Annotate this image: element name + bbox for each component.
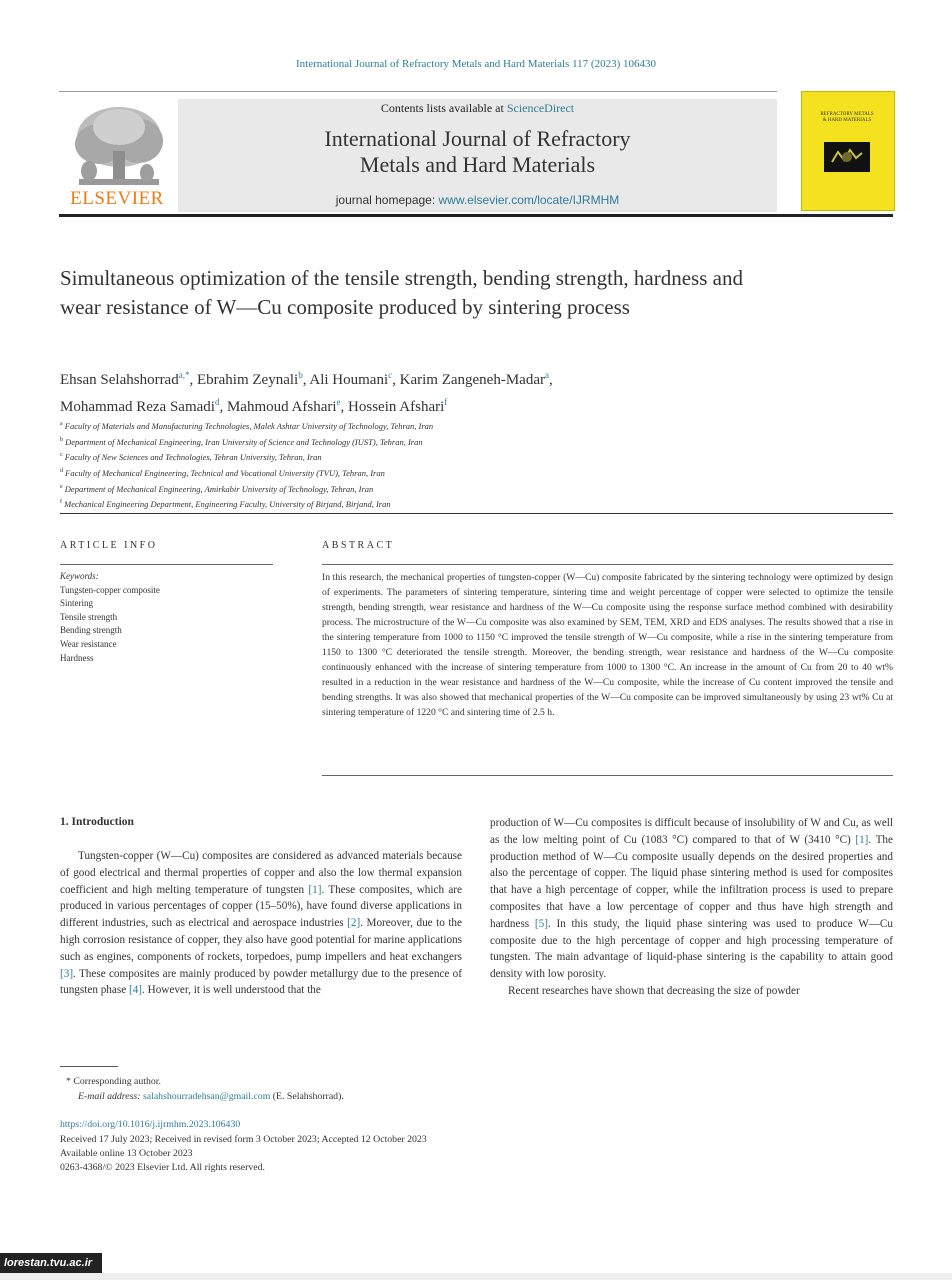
affiliation: $^c$ Faculty of New Sciences and Technologies, Tehran University, Tehran, Iran	[60, 452, 322, 463]
citation-link[interactable]: [1]	[855, 833, 869, 846]
cover-title	[806, 112, 888, 124]
header-thick-rule	[59, 214, 893, 217]
introduction-left-column	[60, 848, 462, 999]
keyword: Tungsten-copper composite	[60, 584, 160, 595]
homepage-prefix: journal homepage:	[335, 193, 439, 207]
abstract-heading: ABSTRACT	[322, 540, 395, 551]
paragraph: production of W—Cu composites is difficult because of insolubility of W and Cu, as well as the low melting point of Cu (1083 °C) compared to that of W (3410 °C) [1]. The production method of W—Cu composite usually depends on the desired properties and also the percentage of copper. The liquid phase sintering method is used for composites that have a high percentage of copper, while the infiltration process is used to prepare composites that have a low percentage of copper and thus have high strength and hardness [5]. In this study, the liquid phase sintering was used to produce W—Cu composite due to the high percentage of copper and high processing temperature of tungsten. The main advantage of liquid-phase sintering is the capability to attain good density with low porosity.	[490, 817, 893, 981]
keyword: Hardness	[60, 652, 94, 663]
introduction-right-column	[490, 815, 893, 1000]
abstract-bottom-rule	[322, 775, 893, 776]
affiliation: $^b$ Department of Mechanical Engineering, Iran University of Science and Technology (IUST), Tehran, Iran	[60, 436, 423, 447]
header-rule	[59, 91, 777, 92]
article-title: Simultaneous optimization of the tensile strength, bending strength, hardness and wear resistance of W—Cu composite produced by sintering process	[60, 266, 743, 319]
affiliation: $^a$ Faculty of Materials and Manufacturing Technologies, Malek Ashtar University of Technology, Tehran, Iran	[60, 420, 434, 431]
keywords-block	[60, 570, 270, 665]
author[interactable]: Ali Houmani$^c$	[309, 370, 393, 388]
journal-title-line2: Metals and Hard Materials	[359, 152, 596, 177]
cover-image	[824, 142, 870, 172]
email-note: E-mail address: salahshourradehsan@gmail.com (E. Selahshorrad).	[78, 1091, 344, 1102]
affiliation: $^d$ Faculty of Mechanical Engineering, Technical and Vocational University (TVU), Tehran, Iran	[60, 467, 385, 478]
affiliation: $^e$ Department of Mechanical Engineering, Amirkabir University of Technology, Tehran, Iran	[60, 483, 374, 494]
doi-link[interactable]: https://doi.org/10.1016/j.ijrmhm.2023.106430	[60, 1119, 241, 1130]
author[interactable]: Mahmoud Afshari$^e$	[226, 397, 341, 415]
article-info-rule	[60, 564, 273, 565]
keyword: Tensile strength	[60, 611, 118, 622]
author[interactable]: Mohammad Reza Samadi$^d$	[60, 397, 220, 415]
received-dates: Received 17 July 2023; Received in revised form 3 October 2023; Accepted 12 October 2023	[60, 1134, 427, 1145]
journal-title	[178, 126, 777, 178]
homepage-link[interactable]: www.elsevier.com/locate/IJRMHM	[438, 193, 620, 207]
author[interactable]: Karim Zangeneh-Madar$^a$	[399, 370, 549, 388]
corresponding-author-note: * Corresponding author.	[66, 1076, 161, 1087]
site-watermark: lorestan.tvu.ac.ir	[0, 1253, 102, 1273]
paragraph: Recent researches have shown that decreasing the size of powder	[508, 984, 800, 997]
cover-title-line1: REFRACTORY METALS	[820, 112, 874, 117]
keyword: Wear resistance	[60, 638, 117, 649]
journal-citation: International Journal of Refractory Metals and Hard Materials 117 (2023) 106430	[295, 58, 657, 70]
citation-link[interactable]: [4]	[128, 984, 143, 997]
available-online: Available online 13 October 2023	[60, 1148, 193, 1159]
citation-link[interactable]: [5]	[534, 917, 548, 930]
citation-link[interactable]: [1]	[308, 883, 322, 896]
article-info-heading: ARTICLE INFO	[60, 540, 158, 551]
keywords-label: Keywords:	[60, 571, 99, 581]
keyword: Bending strength	[60, 625, 122, 636]
page-bottom-bar	[0, 1273, 952, 1280]
contents-prefix: Contents lists available at	[380, 101, 507, 115]
author-list: Ehsan Selahshorrad$^{a,*}$, Ebrahim Zeynali$^b$, Ali Houmani$^c$, Karim Zangeneh-Madar$^a$, Mohammad Reza Samadi$^d$, Mahmoud Afshari$^e$, Hossein Afshari$^f$	[60, 370, 553, 415]
journal-homepage	[178, 193, 777, 207]
publisher-logo-text: ELSEVIER	[70, 188, 164, 209]
author[interactable]: Ehsan Selahshorrad$^{a,*}$	[60, 370, 190, 388]
journal-title-line1: International Journal of Refractory	[324, 126, 631, 151]
section-rule	[60, 513, 893, 514]
citation-link[interactable]: [3]	[60, 967, 74, 980]
email-link[interactable]: salahshourradehsan@gmail.com	[142, 1091, 271, 1102]
affiliation: $^f$ Mechanical Engineering Department, Engineering Faculty, University of Birjand, Birjand, Iran	[60, 498, 391, 509]
abstract-text: In this research, the mechanical properties of tungsten-copper (W—Cu) composite fabricated by the sintering technology were optimized by design of experiments. The parameters of sintering temperature, sintering time and weight percentage of copper were selected to optimize the tensile strength, bending strength, wear resistance and hardness of the W—Cu composite using the response surface method combined with desirability process. The microstructure of the W—Cu composite was also examined by SEM, TEM, XRD and EDS analyses. The results showed that a rise in the sintering temperature from 1000 to 1150 °C improved the tensile strength of W—Cu composite, while a rise in the sintering temperature from 1150 to 1300 °C deteriorated the tensile strength. Moreover, the bending strength, wear resistance and hardness of the W—Cu composite continuously enhanced with the increase of sintering temperature from 1000 to 1300 °C. An increase in the amount of Cu from 20 to 40 wt% resulted in a reduction in the wear resistance and hardness of the W—Cu composite, while the increase of Cu content improved the tensile and bending strengths. It was also showed that mechanical properties of the W—Cu composite can be improved simultaneously by using 23 wt% Cu at sintering temperature of 1220 °C and sintering time of 2.5 h.	[322, 572, 893, 718]
contents-line	[178, 101, 777, 116]
citation-link[interactable]: [2]	[347, 917, 361, 930]
abstract-rule	[322, 564, 893, 565]
paragraph: Tungsten-copper (W—Cu) composites are considered as advanced materials because of good electrical and thermal properties of copper and also the low thermal expansion coefficient and high melting temperature of tungsten [1]. These composites, which are produced in various percentages of copper (15–50%), have found diverse applications in different industries, such as electrical and aerospace industries [2]. Moreover, due to the high corrosion resistance of copper, they also have good potential for marine applications such as engines, components of rockets, torpedoes, pump impellers and heat exchangers [3]. These composites are mainly produced by powder metallurgy due to the presence of tungsten phase [4]. However, it is well understood that the	[60, 850, 462, 997]
copyright: 0263-4368/© 2023 Elsevier Ltd. All rights reserved.	[60, 1162, 265, 1173]
cover-title-line2: & HARD MATERIALS	[822, 118, 872, 123]
sciencedirect-link[interactable]: ScienceDirect	[506, 101, 575, 115]
introduction-heading: 1. Introduction	[60, 816, 134, 828]
author[interactable]: Ebrahim Zeynali$^b$	[196, 370, 303, 388]
affiliations	[60, 418, 760, 512]
keyword: Sintering	[60, 598, 93, 609]
author[interactable]: Hossein Afshari$^f$	[348, 397, 448, 415]
footnote-rule	[60, 1066, 118, 1067]
